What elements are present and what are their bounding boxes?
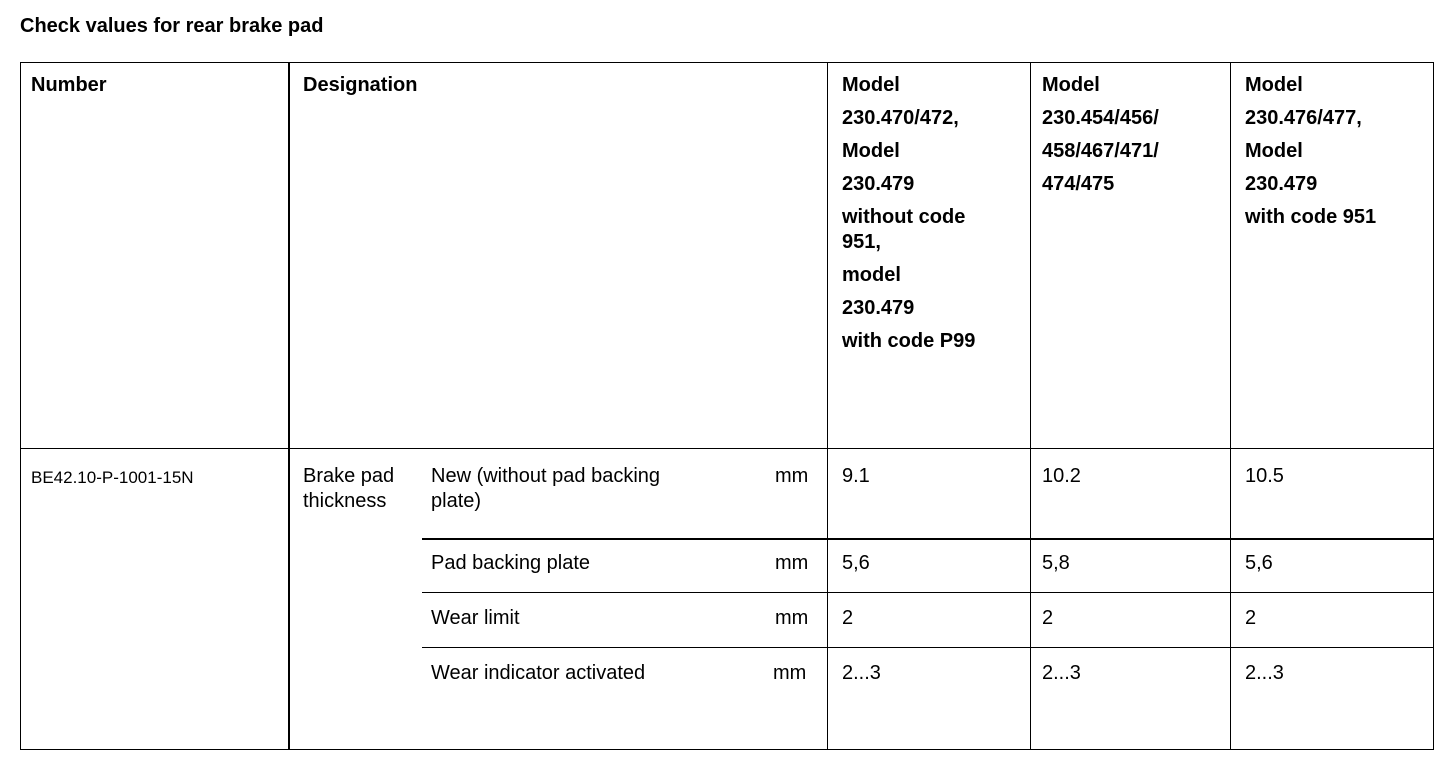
header-line: with code P99 [842, 330, 976, 352]
table-divider [422, 647, 1434, 648]
header-line: with code 951 [1245, 206, 1377, 228]
value-cell: 2 [842, 607, 854, 629]
header-line: Model [1042, 74, 1100, 96]
designation-line: thickness [303, 490, 387, 512]
header-line: Model [1245, 74, 1303, 96]
header-model-col-2 [1042, 73, 1159, 197]
item-label [431, 464, 660, 514]
value-cell: 10.5 [1245, 465, 1284, 487]
value-cell: 9.1 [842, 465, 870, 487]
value-cell: 2...3 [1042, 662, 1081, 684]
header-designation: Designation [303, 74, 418, 96]
header-line: 230.476/477, [1245, 107, 1362, 129]
header-number: Number [31, 74, 107, 96]
item-label: Pad backing plate [431, 552, 591, 574]
item-unit: mm [775, 607, 809, 629]
doc-number: BE42.10-P-1001-15N [31, 468, 194, 487]
table-divider [288, 62, 290, 750]
item-label-line: plate) [431, 490, 482, 512]
table-divider [422, 538, 1434, 540]
header-line: 230.470/472, [842, 107, 959, 129]
item-unit: mm [775, 465, 809, 487]
item-unit: mm [775, 552, 809, 574]
header-line: Model [842, 74, 900, 96]
item-label-line: New (without pad backing [431, 465, 661, 487]
value-cell: 5,8 [1042, 552, 1070, 574]
header-line: 951, [842, 231, 881, 253]
value-cell: 2...3 [1245, 662, 1284, 684]
header-line: 230.479 [842, 297, 915, 319]
header-line: 458/467/471/ [1042, 140, 1159, 162]
header-line: 230.454/456/ [1042, 107, 1159, 129]
header-line: model [842, 264, 901, 286]
value-cell: 10.2 [1042, 465, 1081, 487]
page-title: Check values for rear brake pad [20, 15, 324, 37]
header-line: 474/475 [1042, 173, 1115, 195]
header-line: Model [1245, 140, 1303, 162]
value-cell: 5,6 [1245, 552, 1273, 574]
table-divider [422, 592, 1434, 593]
value-cell: 2 [1245, 607, 1257, 629]
header-line: 230.479 [1245, 173, 1318, 195]
designation-label [303, 464, 394, 514]
header-line: 230.479 [842, 173, 915, 195]
header-model-col-1 [842, 73, 975, 354]
item-label: Wear limit [431, 607, 520, 629]
item-label: Wear indicator activated [431, 662, 646, 684]
header-line: without code [842, 206, 966, 228]
value-cell: 2...3 [842, 662, 881, 684]
item-unit: mm [773, 662, 807, 684]
value-cell: 2 [1042, 607, 1054, 629]
header-line: Model [842, 140, 900, 162]
value-cell: 5,6 [842, 552, 870, 574]
table-divider [20, 448, 1434, 449]
designation-line: Brake pad [303, 465, 395, 487]
header-model-col-3 [1245, 73, 1376, 230]
